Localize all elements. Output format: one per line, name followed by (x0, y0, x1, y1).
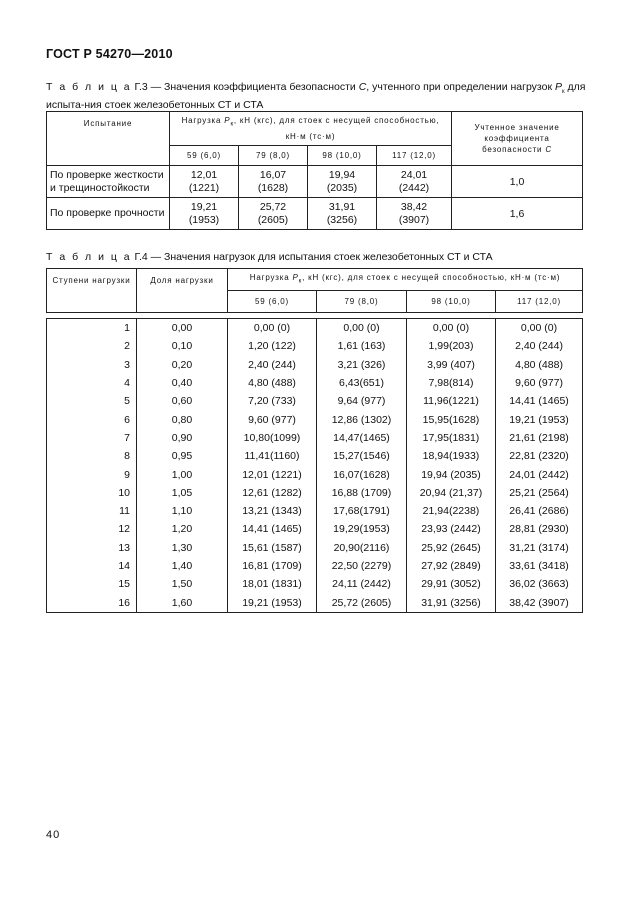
load-cell: 23,93 (2442) (407, 520, 496, 538)
table-g3-capacity: 117 (12,0) (377, 146, 452, 166)
share-cell: 0,20 (137, 356, 228, 374)
table-row (47, 198, 583, 230)
table-row (47, 319, 583, 338)
share-cell: 1,00 (137, 465, 228, 483)
table-g3-test-label: По проверке жесткости и трещиностойкости (47, 166, 170, 198)
step-cell: 3 (47, 356, 137, 374)
load-cell: 27,92 (2849) (407, 557, 496, 575)
load-cell: 4,80 (488) (496, 356, 583, 374)
step-cell: 9 (47, 465, 137, 483)
table-g3-header-load: Нагрузка $P_к$, кН (кгс), для стоек с несущей способностью, кН·м (тс·м) (170, 112, 452, 146)
load-cell: 0,00 (0) (317, 319, 407, 338)
load-cell: 25,72 (2605) (317, 593, 407, 612)
step-cell: 14 (47, 557, 137, 575)
load-cell: 12,86 (1302) (317, 410, 407, 428)
load-cell: 3,99 (407) (407, 356, 496, 374)
share-cell: 0,40 (137, 374, 228, 392)
load-cell: 24,11 (2442) (317, 575, 407, 593)
load-cell: 22,50 (2279) (317, 557, 407, 575)
load-cell: 0,00 (0) (228, 319, 317, 338)
table-g3-capacity: 79 (8,0) (239, 146, 308, 166)
load-cell: 13,21 (1343) (228, 502, 317, 520)
load-cell: 17,95(1831) (407, 429, 496, 447)
load-cell: 20,90(2116) (317, 539, 407, 557)
load-cell: 14,41 (1465) (228, 520, 317, 538)
table-g3-header-test: Испытание (47, 112, 170, 166)
step-cell: 7 (47, 429, 137, 447)
load-cell: 7,98(814) (407, 374, 496, 392)
share-cell: 1,20 (137, 520, 228, 538)
table-g4-capacity: 98 (10,0) (407, 291, 496, 313)
share-cell: 0,90 (137, 429, 228, 447)
step-cell: 8 (47, 447, 137, 465)
table-g3-header-coef: Учтенное значение коэффициента безопасности С (452, 112, 583, 166)
table-g4-header-load: Нагрузка $P_к$, кН (кгс), для стоек с несущей способностью, кН·м (тс·м) (228, 269, 583, 291)
table-row (47, 447, 583, 465)
table-cell: 24,01 (2442) (377, 166, 452, 198)
load-cell: 17,68(1791) (317, 502, 407, 520)
table-row (47, 575, 583, 593)
load-cell: 19,21 (1953) (496, 410, 583, 428)
table-g3-caption: Т а б л и ц а Г.3 — Значения коэффициента безопасности С, учтенного при определении нагрузок $P_к$ для испыта-ния стоек железобетонных СТ и СТА (46, 81, 586, 112)
load-cell: 24,01 (2442) (496, 465, 583, 483)
load-cell: 31,21 (3174) (496, 539, 583, 557)
load-cell: 15,61 (1587) (228, 539, 317, 557)
load-cell: 26,41 (2686) (496, 502, 583, 520)
load-cell: 20,94 (21,37) (407, 484, 496, 502)
load-cell: 1,61 (163) (317, 337, 407, 355)
share-cell: 1,05 (137, 484, 228, 502)
table-g4-capacity: 117 (12,0) (496, 291, 583, 313)
load-cell: 16,07(1628) (317, 465, 407, 483)
share-cell: 0,00 (137, 319, 228, 338)
table-row (47, 429, 583, 447)
step-cell: 12 (47, 520, 137, 538)
step-cell: 6 (47, 410, 137, 428)
load-cell: 7,20 (733) (228, 392, 317, 410)
table-row (47, 520, 583, 538)
table-row (47, 484, 583, 502)
load-cell: 38,42 (3907) (496, 593, 583, 612)
load-cell: 16,88 (1709) (317, 484, 407, 502)
load-cell: 15,95(1628) (407, 410, 496, 428)
load-cell: 28,81 (2930) (496, 520, 583, 538)
load-cell: 18,94(1933) (407, 447, 496, 465)
load-cell: 36,02 (3663) (496, 575, 583, 593)
load-cell: 2,40 (244) (496, 337, 583, 355)
load-cell: 31,91 (3256) (407, 593, 496, 612)
load-cell: 25,21 (2564) (496, 484, 583, 502)
table-row (47, 539, 583, 557)
table-row (47, 392, 583, 410)
share-cell: 1,10 (137, 502, 228, 520)
table-cell: 12,01 (1221) (170, 166, 239, 198)
table-g4-capacity: 79 (8,0) (317, 291, 407, 313)
load-cell: 21,61 (2198) (496, 429, 583, 447)
load-cell: 11,41(1160) (228, 447, 317, 465)
table-g3-capacity: 59 (6,0) (170, 146, 239, 166)
load-cell: 9,60 (977) (496, 374, 583, 392)
step-cell: 10 (47, 484, 137, 502)
step-cell: 5 (47, 392, 137, 410)
table-cell: 31,91 (3256) (308, 198, 377, 230)
table-g4-capacity: 59 (6,0) (228, 291, 317, 313)
table-g3-coef-value: 1,6 (452, 198, 583, 230)
table-g4-caption: Т а б л и ц а Г.4 — Значения нагрузок для испытания стоек железобетонных СТ и СТА (46, 251, 493, 263)
load-cell: 19,94 (2035) (407, 465, 496, 483)
load-cell: 11,96(1221) (407, 392, 496, 410)
table-g3 (46, 111, 583, 230)
load-cell: 2,40 (244) (228, 356, 317, 374)
share-cell: 1,40 (137, 557, 228, 575)
table-row (47, 593, 583, 612)
table-g4 (46, 268, 583, 613)
load-cell: 14,47(1465) (317, 429, 407, 447)
step-cell: 1 (47, 319, 137, 338)
table-row (47, 356, 583, 374)
load-cell: 21,94(2238) (407, 502, 496, 520)
load-cell: 1,20 (122) (228, 337, 317, 355)
table-row (47, 465, 583, 483)
table-g3-test-label: По проверке прочности (47, 198, 170, 230)
share-cell: 1,60 (137, 593, 228, 612)
table-row (47, 502, 583, 520)
load-cell: 22,81 (2320) (496, 447, 583, 465)
load-cell: 12,61 (1282) (228, 484, 317, 502)
load-cell: 29,91 (3052) (407, 575, 496, 593)
table-row (47, 337, 583, 355)
share-cell: 0,80 (137, 410, 228, 428)
load-cell: 33,61 (3418) (496, 557, 583, 575)
page-number: 40 (46, 829, 61, 841)
load-cell: 9,64 (977) (317, 392, 407, 410)
step-cell: 4 (47, 374, 137, 392)
load-cell: 14,41 (1465) (496, 392, 583, 410)
share-cell: 0,10 (137, 337, 228, 355)
table-row (47, 166, 583, 198)
load-cell: 3,21 (326) (317, 356, 407, 374)
load-cell: 1,99(203) (407, 337, 496, 355)
load-cell: 0,00 (0) (496, 319, 583, 338)
table-cell: 38,42 (3907) (377, 198, 452, 230)
load-cell: 25,92 (2645) (407, 539, 496, 557)
load-cell: 15,27(1546) (317, 447, 407, 465)
table-row (47, 557, 583, 575)
table-row (47, 374, 583, 392)
table-cell: 19,21 (1953) (170, 198, 239, 230)
document-id: ГОСТ Р 54270—2010 (46, 47, 173, 61)
load-cell: 16,81 (1709) (228, 557, 317, 575)
step-cell: 16 (47, 593, 137, 612)
load-cell: 9,60 (977) (228, 410, 317, 428)
load-cell: 0,00 (0) (407, 319, 496, 338)
table-cell: 16,07 (1628) (239, 166, 308, 198)
load-cell: 6,43(651) (317, 374, 407, 392)
load-cell: 18,01 (1831) (228, 575, 317, 593)
share-cell: 0,60 (137, 392, 228, 410)
step-cell: 13 (47, 539, 137, 557)
load-cell: 19,21 (1953) (228, 593, 317, 612)
load-cell: 10,80(1099) (228, 429, 317, 447)
load-cell: 4,80 (488) (228, 374, 317, 392)
share-cell: 1,50 (137, 575, 228, 593)
table-g4-header-share: Доля нагрузки (137, 269, 228, 313)
load-cell: 19,29(1953) (317, 520, 407, 538)
table-row (47, 410, 583, 428)
table-cell: 19,94 (2035) (308, 166, 377, 198)
table-g3-coef-value: 1,0 (452, 166, 583, 198)
step-cell: 2 (47, 337, 137, 355)
table-g4-header-step: Ступени нагрузки (47, 269, 137, 313)
share-cell: 0,95 (137, 447, 228, 465)
load-cell: 12,01 (1221) (228, 465, 317, 483)
share-cell: 1,30 (137, 539, 228, 557)
step-cell: 15 (47, 575, 137, 593)
table-cell: 25,72 (2605) (239, 198, 308, 230)
step-cell: 11 (47, 502, 137, 520)
table-g3-capacity: 98 (10,0) (308, 146, 377, 166)
